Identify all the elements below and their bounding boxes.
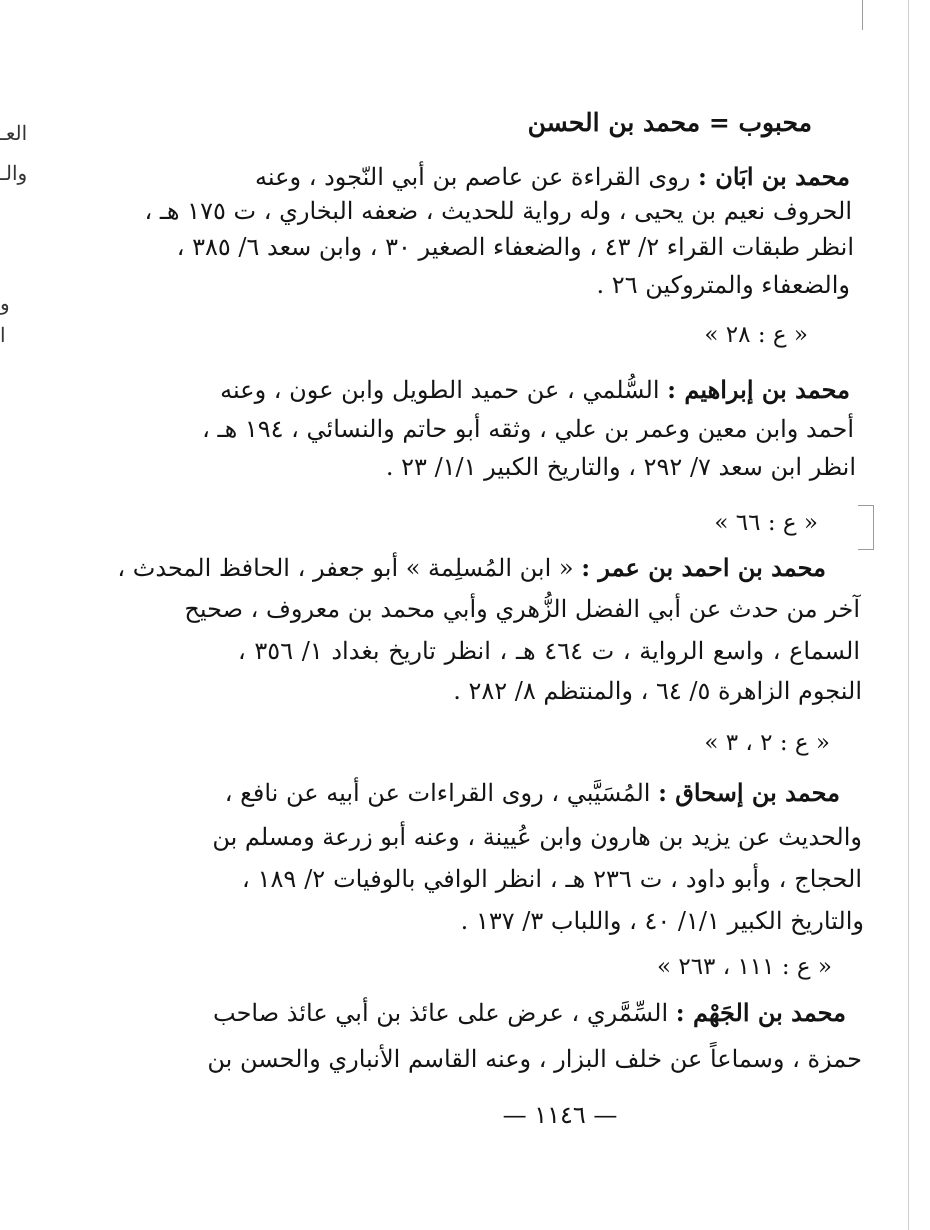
entry-line: والضعفاء والمتروكين ٢٦ . [596, 271, 850, 299]
entry-line: النجوم الزاهرة ٥/ ٦٤ ، والمنتظم ٨/ ٢٨٢ . [453, 677, 862, 705]
scan-edge [858, 549, 874, 550]
entry-line [224, 778, 840, 808]
entry-ref: « ع : ١١١ ، ٢٦٣ » [656, 954, 832, 980]
entry-line: أحمد وابن معين وعمر بن علي ، وثقه أبو حاتم والنسائي ، ١٩٤ هـ ، [202, 415, 854, 443]
entry-name: محمد بن احمد بن عمر : [581, 553, 826, 582]
entry-name: محمد بن إبراهيم : [667, 375, 850, 404]
entry-text: روى القراءة عن عاصم بن أبي النّجود ، وعنه [255, 163, 691, 191]
entry-name: محمد بن الجَهْم : [675, 998, 846, 1027]
margin-fragment: و [0, 291, 10, 315]
entry-line: حمزة ، وسماعاً عن خلف البزار ، وعنه القاسم الأنباري والحسن بن [207, 1045, 862, 1073]
entry-line [213, 998, 846, 1028]
entry-line: الحروف نعيم بن يحيى ، وله رواية للحديث ، ضعفه البخاري ، ت ١٧٥ هـ ، [144, 197, 852, 225]
margin-fragment: ا [0, 323, 6, 347]
scan-edge [908, 0, 909, 1230]
entry-text: « ابن المُسلِمة » أبو جعفر ، الحافظ المحدث ، [117, 554, 574, 582]
entry-line: السماع ، واسع الرواية ، ت ٤٦٤ هـ ، انظر تاريخ بغداد ١/ ٣٥٦ ، [238, 637, 861, 665]
page-heading: محبوب = محمد بن الحسن [527, 108, 812, 137]
entry-text: السُّلمي ، عن حميد الطويل وابن عون ، وعنه [220, 376, 660, 404]
margin-fragment: العـ [0, 121, 28, 145]
entry-line: انظر ابن سعد ٧/ ٢٩٢ ، والتاريخ الكبير ١/١/ ٢٣ . [385, 453, 856, 481]
entry-line: والحديث عن يزيد بن هارون وابن عُيينة ، وعنه أبو زرعة ومسلم بن [212, 823, 862, 851]
entry-ref: « ع : ٢٨ » [704, 322, 808, 348]
entry-line: والتاريخ الكبير ١/١/ ٤٠ ، واللباب ٣/ ١٣٧ . [460, 907, 864, 935]
entry-line: الحجاج ، وأبو داود ، ت ٢٣٦ هـ ، انظر الوافي بالوفيات ٢/ ١٨٩ ، [242, 865, 862, 893]
scan-edge [858, 505, 874, 506]
entry-line [230, 162, 850, 192]
entry-text: السِّمَّري ، عرض على عائذ بن أبي عائذ صاحب [213, 999, 669, 1027]
entry-line [117, 553, 826, 583]
entry-ref: « ع : ٦٦ » [714, 510, 818, 536]
entry-line [220, 375, 850, 405]
entry-ref: « ع : ٢ ، ٣ » [704, 730, 830, 756]
scan-edge [862, 0, 863, 30]
entry-name: محمد بن ابَان : [698, 162, 850, 191]
entry-line: انظر طبقات القراء ٢/ ٤٣ ، والضعفاء الصغير ٣٠ ، وابن سعد ٦/ ٣٨٥ ، [176, 233, 854, 261]
margin-fragment: والـ [0, 161, 28, 185]
entry-name: محمد بن إسحاق : [658, 778, 840, 807]
page-number: — ١١٤٦ — [502, 1101, 618, 1129]
entry-text: المُسَيَّبي ، روى القراءات عن أبيه عن نافع ، [224, 779, 651, 807]
entry-line: آخر من حدث عن أبي الفضل الزُّهري وأبي محمد بن معروف ، صحيح [184, 595, 860, 623]
scan-edge [873, 505, 874, 550]
